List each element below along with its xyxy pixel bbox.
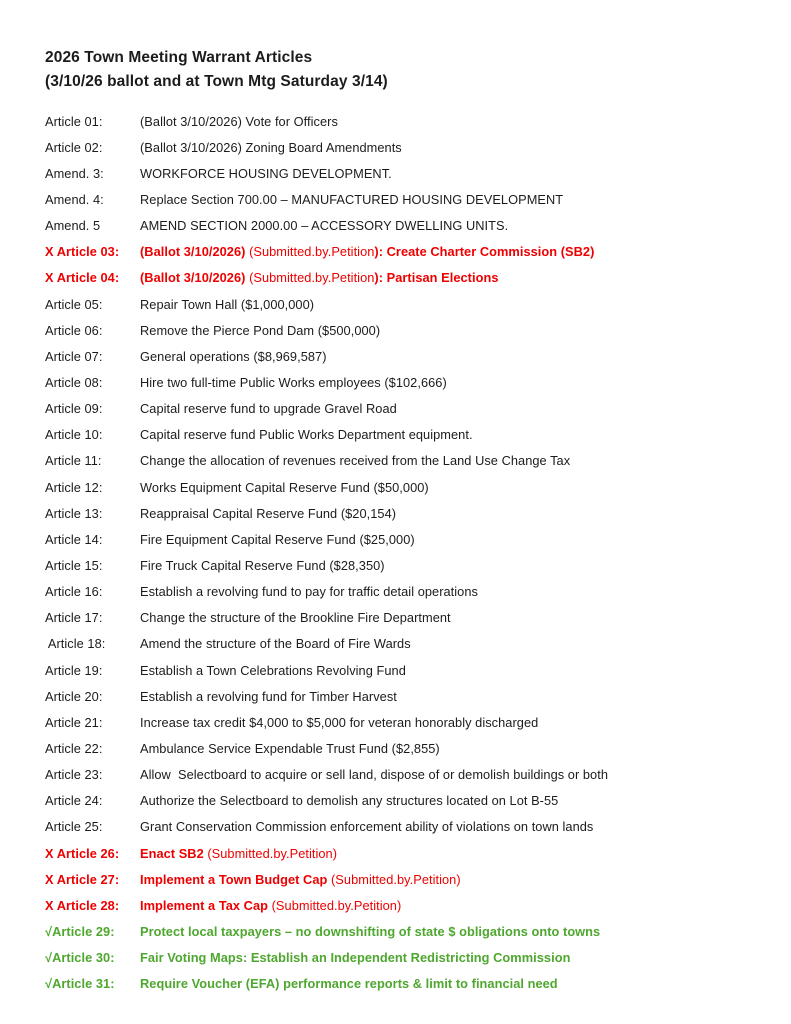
article-description: [140, 610, 451, 625]
description-segment: (Submitted.by.Petition: [249, 270, 375, 286]
article-label: Article 21:: [45, 714, 103, 730]
description-segment: Hire two full-time Public Works employees ($102,666): [140, 374, 447, 390]
description-segment: Protect local taxpayers – no downshifting of state $ obligations onto towns: [140, 923, 601, 939]
article-description: [140, 793, 558, 808]
article-description: [140, 244, 594, 259]
article-label: Article 05:: [45, 296, 103, 312]
description-segment: Fire Truck Capital Reserve Fund ($28,350): [140, 557, 385, 573]
article-label: √Article 31:: [45, 976, 115, 992]
description-segment: Implement a Tax Cap: [140, 897, 272, 913]
article-row: [45, 369, 783, 395]
article-description: [140, 506, 396, 521]
article-description: [140, 924, 600, 939]
article-row: [45, 657, 783, 683]
article-label: Article 24:: [45, 793, 103, 809]
article-row: [45, 605, 783, 631]
article-list: [45, 108, 783, 997]
description-segment: AMEND SECTION 2000.00 – ACCESSORY DWELLING UNITS.: [140, 218, 509, 234]
description-segment: ): Partisan Elections: [374, 270, 499, 286]
description-segment: Replace Section 700.00 – MANUFACTURED HOUSING DEVELOPMENT: [140, 191, 564, 207]
article-label: Article 25:: [45, 819, 103, 835]
description-segment: (Ballot 3/10/2026): [140, 270, 250, 286]
article-row: [45, 814, 783, 840]
article-description: [140, 532, 415, 547]
description-segment: General operations ($8,969,587): [140, 348, 327, 364]
description-segment: Establish a revolving fund to pay for traffic detail operations: [140, 584, 478, 600]
article-row: [45, 735, 783, 761]
article-label: Article 17:: [45, 610, 103, 626]
article-row: [45, 474, 783, 500]
article-description: [140, 767, 608, 782]
description-segment: Remove the Pierce Pond Dam ($500,000): [140, 322, 381, 338]
article-row: [45, 971, 783, 997]
description-segment: Establish a revolving fund for Timber Harvest: [140, 688, 397, 704]
article-label: X Article 04:: [45, 270, 120, 286]
description-segment: Ambulance Service Expendable Trust Fund ($2,855): [140, 740, 440, 756]
article-row: [45, 918, 783, 944]
article-description: [140, 898, 401, 913]
article-label: Article 02:: [45, 139, 103, 155]
article-label: Article 14:: [45, 531, 103, 547]
article-description: [140, 218, 508, 233]
article-description: [140, 819, 593, 834]
article-description: [140, 114, 338, 129]
article-label: Article 10:: [45, 427, 103, 443]
article-label: X Article 27:: [45, 871, 120, 887]
description-segment: (Submitted.by.Petition): [271, 897, 402, 913]
description-segment: Amend the structure of the Board of Fire Wards: [140, 636, 411, 652]
article-description: [140, 349, 327, 364]
article-description: [140, 140, 402, 155]
article-description: [140, 846, 337, 861]
article-description: [140, 166, 392, 181]
article-label: Article 18:: [45, 636, 106, 652]
page-title-line1: 2026 Town Meeting Warrant Articles: [45, 49, 313, 66]
article-label: Article 20:: [45, 688, 103, 704]
description-segment: Capital reserve fund to upgrade Gravel Road: [140, 401, 397, 417]
article-row: [45, 186, 783, 212]
article-row: [45, 762, 783, 788]
article-row: [45, 631, 783, 657]
article-description: [140, 401, 397, 416]
article-label: √Article 29:: [45, 923, 115, 939]
article-row: [45, 160, 783, 186]
description-segment: (Ballot 3/10/2026): [140, 244, 250, 260]
description-segment: Require Voucher (EFA) performance reports & limit to financial need: [140, 976, 558, 992]
article-label: Article 07:: [45, 348, 103, 364]
article-description: [140, 192, 563, 207]
description-segment: Repair Town Hall ($1,000,000): [140, 296, 315, 312]
article-description: [140, 636, 411, 651]
article-row: [45, 500, 783, 526]
description-segment: Capital reserve fund Public Works Department equipment.: [140, 427, 473, 443]
article-label: X Article 26:: [45, 845, 120, 861]
article-label: Article 12:: [45, 479, 103, 495]
description-segment: (Ballot 3/10/2026) Vote for Officers: [140, 113, 338, 129]
article-label: Article 13:: [45, 505, 103, 521]
description-segment: Grant Conservation Commission enforcement ability of violations on town lands: [140, 819, 594, 835]
description-segment: Implement a Town Budget Cap: [140, 871, 331, 887]
article-description: [140, 323, 380, 338]
article-description: [140, 872, 461, 887]
page-title-line2: (3/10/26 ballot and at Town Mtg Saturday 3/14): [45, 73, 388, 90]
article-label: Amend. 4:: [45, 191, 104, 207]
article-label: Article 06:: [45, 322, 103, 338]
article-label: Article 11:: [45, 453, 102, 469]
article-row: [45, 788, 783, 814]
article-row: [45, 108, 783, 134]
article-label: Article 15:: [45, 557, 103, 573]
description-segment: Authorize the Selectboard to demolish any structures located on Lot B-55: [140, 793, 559, 809]
article-row: [45, 422, 783, 448]
description-segment: WORKFORCE HOUSING DEVELOPMENT.: [140, 165, 392, 181]
description-segment: Increase tax credit $4,000 to $5,000 for veteran honorably discharged: [140, 714, 539, 730]
article-label: Article 19:: [45, 662, 103, 678]
description-segment: (Ballot 3/10/2026) Zoning Board Amendments: [140, 139, 402, 155]
description-segment: Fire Equipment Capital Reserve Fund ($25,000): [140, 531, 415, 547]
article-row: [45, 317, 783, 343]
article-description: [140, 427, 473, 442]
article-label: Article 09:: [45, 401, 103, 417]
article-label: X Article 28:: [45, 897, 120, 913]
article-label: Article 22:: [45, 740, 103, 756]
description-segment: Change the structure of the Brookline Fire Department: [140, 610, 451, 626]
description-segment: Allow Selectboard to acquire or sell land, dispose of or demolish buildings or both: [140, 767, 608, 783]
article-label: √Article 30:: [45, 950, 115, 966]
article-row: [45, 396, 783, 422]
article-row: [45, 552, 783, 578]
article-label: Amend. 3:: [45, 165, 104, 181]
article-row: [45, 448, 783, 474]
article-row: [45, 239, 783, 265]
article-label: Article 16:: [45, 584, 103, 600]
article-row: [45, 579, 783, 605]
article-description: [140, 976, 558, 991]
article-row: [45, 265, 783, 291]
description-segment: Works Equipment Capital Reserve Fund ($50,000): [140, 479, 429, 495]
article-row: [45, 343, 783, 369]
article-row: [45, 291, 783, 317]
article-row: [45, 526, 783, 552]
article-description: [140, 270, 498, 285]
article-description: [140, 715, 538, 730]
article-row: [45, 709, 783, 735]
description-segment: Change the allocation of revenues received from the Land Use Change Tax: [140, 453, 571, 469]
description-segment: (Submitted.by.Petition: [249, 244, 375, 260]
article-description: [140, 297, 314, 312]
article-label: Article 08:: [45, 374, 103, 390]
article-label: Article 23:: [45, 767, 103, 783]
article-row: [45, 840, 783, 866]
description-segment: ): Create Charter Commission (SB2): [374, 244, 595, 260]
article-description: [140, 950, 570, 965]
article-row: [45, 213, 783, 239]
article-label: Amend. 5: [45, 218, 101, 234]
article-row: [45, 945, 783, 971]
page-title: [45, 46, 388, 94]
article-description: [140, 689, 397, 704]
article-description: [140, 375, 447, 390]
article-row: [45, 866, 783, 892]
article-row: [45, 134, 783, 160]
description-segment: Reappraisal Capital Reserve Fund ($20,154): [140, 505, 397, 521]
article-description: [140, 453, 570, 468]
description-segment: Fair Voting Maps: Establish an Independent Redistricting Commission: [140, 950, 571, 966]
article-description: [140, 663, 406, 678]
article-description: [140, 480, 429, 495]
article-label: Article 01:: [45, 113, 103, 129]
article-row: [45, 683, 783, 709]
article-row: [45, 892, 783, 918]
description-segment: Establish a Town Celebrations Revolving Fund: [140, 662, 406, 678]
description-segment: (Submitted.by.Petition): [331, 871, 461, 887]
article-description: [140, 558, 385, 573]
description-segment: Enact SB2: [140, 845, 208, 861]
article-description: [140, 584, 478, 599]
article-label: X Article 03:: [45, 244, 120, 260]
article-description: [140, 741, 440, 756]
description-segment: (Submitted.by.Petition): [207, 845, 338, 861]
